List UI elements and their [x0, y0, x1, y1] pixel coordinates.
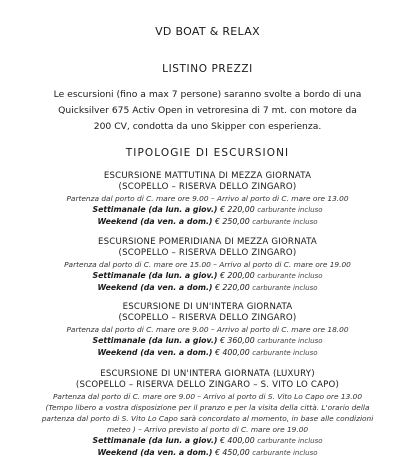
- price-note: carburante incluso: [252, 218, 318, 226]
- price-note: carburante incluso: [252, 284, 318, 292]
- intro-line: Quicksilver 675 Activ Open in vetroresina di 7 mt. con motore da: [58, 105, 357, 116]
- business-title: VD BOAT & RELAX: [155, 25, 260, 38]
- intro-line: 200 CV, condotta da uno Skipper con esperienza.: [93, 121, 322, 132]
- excursion-name: ESCURSIONE POMERIDIANA DI MEZZA GIORNATA: [98, 237, 317, 247]
- price-list-subtitle: LISTINO PREZZI: [162, 63, 253, 75]
- price-label: Weekend (da ven. a dom.): [97, 283, 213, 292]
- price-amount: € 220,00: [219, 205, 255, 214]
- price-note: carburante incluso: [252, 449, 318, 457]
- price-row: [0, 204, 415, 216]
- intro-paragraph: [0, 87, 415, 135]
- excursion-detail: Partenza dal porto di C. mare ore 15.00 – Arrivo al porto di C. mare ore 19.00: [64, 260, 351, 269]
- price-row: [0, 435, 415, 447]
- price-label: Settimanale (da lun. a giov.): [92, 336, 218, 345]
- excursion-detail: (Tempo libero a vostra disposizione per il pranzo e per la visita della città. L'orario della: [45, 403, 370, 412]
- intro-line: Le escursioni (fino a max 7 persone) saranno svolte a bordo di una: [53, 89, 362, 100]
- excursion-block: [0, 302, 415, 359]
- excursion-detail: meteo ) – Arrivo previsto al porto di C. mare ore 19.00: [106, 425, 309, 434]
- excursion-name: ESCURSIONE DI UN'INTERA GIORNATA: [122, 302, 293, 312]
- price-note: carburante incluso: [257, 206, 323, 214]
- price-amount: € 450,00: [214, 448, 250, 457]
- excursion-block: [0, 369, 415, 459]
- price-row: [0, 447, 415, 459]
- price-note: carburante incluso: [257, 272, 323, 280]
- price-row: [0, 347, 415, 359]
- price-note: carburante incluso: [252, 349, 318, 357]
- price-label: Settimanale (da lun. a giov.): [92, 436, 218, 445]
- excursion-route: (SCOPELLO – RISERVA DELLO ZINGARO – S. VITO LO CAPO): [75, 380, 340, 390]
- excursion-block: [0, 237, 415, 294]
- price-note: carburante incluso: [257, 437, 323, 445]
- price-row: [0, 216, 415, 228]
- price-row: [0, 335, 415, 347]
- price-row: [0, 282, 415, 294]
- excursion-route: (SCOPELLO – RISERVA DELLO ZINGARO): [118, 313, 297, 323]
- price-label: Weekend (da ven. a dom.): [97, 348, 213, 357]
- price-amount: € 400,00: [219, 436, 255, 445]
- excursion-route: (SCOPELLO – RISERVA DELLO ZINGARO): [118, 182, 297, 192]
- price-amount: € 200,00: [219, 271, 255, 280]
- section-title: TIPOLOGIE DI ESCURSIONI: [125, 147, 290, 159]
- excursion-detail: Partenza dal porto di C. mare ore 9.00 – Arrivo al porto di C. mare ore 18.00: [66, 325, 349, 334]
- price-row: [0, 270, 415, 282]
- price-amount: € 360,00: [219, 336, 255, 345]
- excursion-detail: Partenza dal porto di C. mare ore 9.00 – Arrivo al porto di C. mare ore 13.00: [66, 194, 349, 203]
- excursion-name: ESCURSIONE DI UN'INTERA GIORNATA (LUXURY): [100, 369, 315, 379]
- price-label: Settimanale (da lun. a giov.): [92, 205, 218, 214]
- price-amount: € 220,00: [214, 283, 250, 292]
- excursion-detail: partenza dal porto di S. Vito Lo Capo sarà concordato al momento, in base alle condizioni: [41, 414, 374, 423]
- price-amount: € 400,00: [214, 348, 250, 357]
- price-amount: € 250,00: [214, 217, 250, 226]
- price-label: Settimanale (da lun. a giov.): [92, 271, 218, 280]
- excursion-route: (SCOPELLO – RISERVA DELLO ZINGARO): [118, 248, 297, 258]
- price-label: Weekend (da ven. a dom.): [97, 217, 213, 226]
- excursion-block: [0, 171, 415, 228]
- price-note: carburante incluso: [257, 337, 323, 345]
- excursion-name: ESCURSIONE MATTUTINA DI MEZZA GIORNATA: [103, 171, 312, 181]
- price-label: Weekend (da ven. a dom.): [97, 448, 213, 457]
- excursion-detail: Partenza dal porto di C. mare ore 9.00 – Arrivo al porto di S. Vito Lo Capo ore 13.00: [52, 392, 363, 401]
